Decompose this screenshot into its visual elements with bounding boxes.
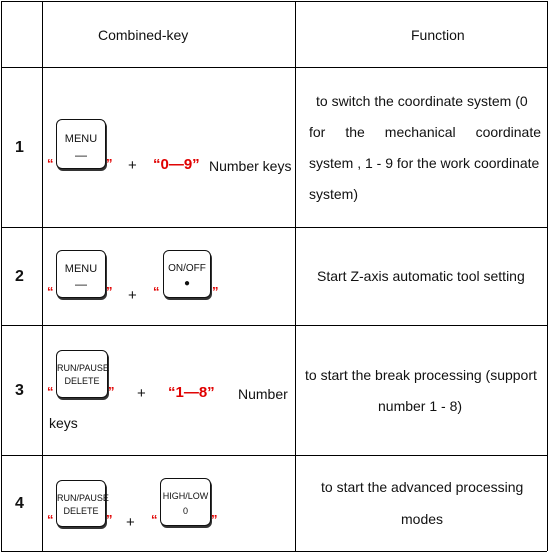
close-quote: ” [108, 384, 115, 399]
run-pause-key-icon [56, 350, 108, 398]
function-line: for the mechanical coordinate [309, 124, 541, 140]
function-line: to switch the coordinate system (0 [316, 93, 528, 109]
key-label-bottom: — [75, 148, 87, 162]
number-range: “1—8” [168, 384, 215, 401]
plus-sign: + [128, 157, 137, 174]
column-divider [295, 1, 296, 551]
function-line: to start the break processing (support [305, 367, 537, 383]
plus-sign: + [137, 385, 146, 402]
close-quote: ” [106, 156, 113, 171]
open-quote: “ [47, 512, 54, 527]
open-quote: “ [151, 512, 158, 527]
row-divider [1, 325, 547, 326]
number-range: “0—9” [153, 156, 200, 173]
function-line: number 1 - 8) [378, 398, 463, 414]
key-label-top: RUN/PAUSE [57, 493, 109, 503]
row-divider [1, 227, 547, 228]
open-quote: “ [47, 384, 54, 399]
function-line: system) [309, 186, 358, 202]
plus-sign: + [128, 287, 137, 304]
key-label-top: MENU [64, 263, 98, 275]
function-line: to start the advanced processing [321, 479, 524, 495]
row-index: 2 [15, 268, 24, 285]
number-label: Number [238, 386, 288, 402]
row-index: 1 [15, 139, 24, 156]
key-label-top: ON/OFF [168, 263, 206, 274]
function-line: Start Z-axis automatic tool setting [317, 268, 525, 284]
key-label-top: MENU [64, 133, 98, 145]
close-quote: ” [212, 284, 219, 299]
keys-label: keys [49, 415, 78, 431]
plus-sign: + [126, 514, 135, 531]
close-quote: ” [211, 512, 218, 527]
menu-key-icon [56, 119, 106, 169]
run-pause-key-icon [56, 480, 109, 527]
table-border-left [1, 1, 2, 551]
key-label-bottom: DELETE [64, 376, 100, 386]
open-quote: “ [47, 156, 54, 171]
close-quote: ” [106, 512, 113, 527]
row-divider [1, 67, 547, 68]
table-border-top [1, 1, 547, 2]
row-index: 4 [15, 495, 24, 512]
high-low-key-icon [160, 478, 211, 526]
open-quote: “ [153, 284, 160, 299]
table-border-right [547, 1, 548, 551]
function-line: modes [401, 511, 444, 527]
key-label-bottom: — [75, 277, 87, 291]
close-quote: ” [106, 284, 113, 299]
column-divider [42, 1, 43, 551]
on-off-key-icon [163, 250, 211, 298]
header-combined-key: Combined-key [98, 27, 189, 43]
key-label-bottom: 0 [182, 506, 188, 516]
header-function: Function [411, 27, 465, 43]
key-label-bottom: ● [183, 278, 191, 289]
open-quote: “ [47, 284, 54, 299]
number-keys-label: Number keys [209, 158, 292, 174]
key-label-top: RUN/PAUSE [57, 363, 109, 373]
key-label-top: HIGH/LOW [162, 491, 209, 501]
menu-key-icon [56, 250, 106, 298]
key-label-bottom: DELETE [63, 506, 99, 516]
row-index: 3 [15, 382, 24, 399]
table-border-bottom [1, 551, 547, 552]
row-divider [1, 455, 547, 456]
function-line: system , 1 - 9 for the work coordinate [309, 155, 540, 171]
